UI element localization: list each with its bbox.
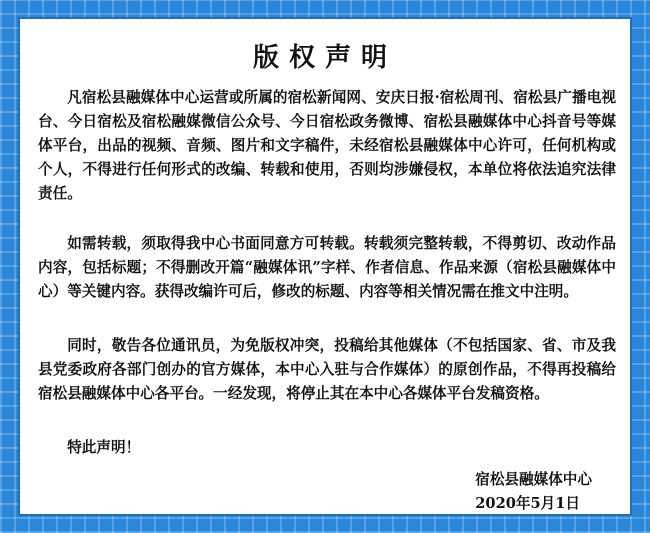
paragraph-1: 凡宿松县融媒体中心运营或所属的宿松新闻网、安庆日报·宿松周刊、宿松县广播电视台、今日宿松及宿松融媒微信公众号、今日宿松政务微博、宿松县融媒体中心抖音号等媒体平台，出品的视频、音频、图片和文字稿件，未经宿松县融媒体中心许可，任何机构或个人，不得进行任何形式的改编、转载和使用，否则均涉嫌侵权，本单位将依法追究法律责任。: [38, 89, 616, 202]
notice-panel: [18, 17, 632, 516]
signature-date: 2020年5月1日: [475, 495, 580, 512]
notice-title: 版权声明: [252, 43, 397, 73]
signature-org: 宿松县融媒体中心: [475, 471, 592, 488]
paragraph-closing: 特此声明！: [67, 439, 141, 456]
paragraph-3: 同时，敬告各位通讯员，为免版权冲突，投稿给其他媒体（不包括国家、省、市及我县党委政府各部门创办的官方媒体，本中心入驻与合作媒体）的原创作品，不得再投稿给宿松县融媒体中心各平台。一经发现，将停止其在本中心各媒体平台发稿资格。: [38, 337, 616, 402]
paragraph-2: 如需转载，须取得我中心书面同意方可转载。转载须完整转载，不得剪切、改动作品内容，包括标题；不得删改开篇“融媒体讯”字样、作者信息、作品来源（宿松县融媒体中心）等关键内容。获得改编许可后，修改的标题、内容等相关情况需在推文中注明。: [38, 235, 616, 300]
